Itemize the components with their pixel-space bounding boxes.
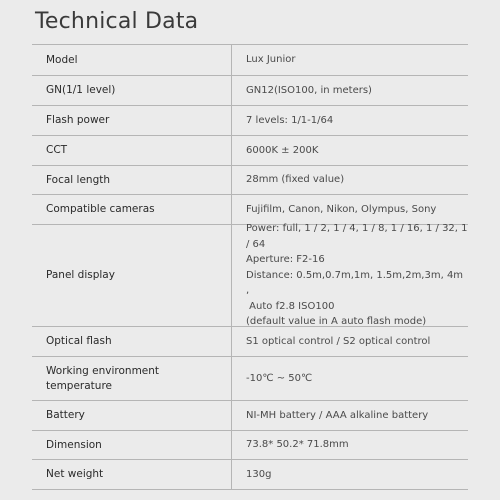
spec-value-line: Power: full, 1 / 2, 1 / 4, 1 / 8, 1 / 16, 1 / 32, 1 / 64 xyxy=(246,223,468,250)
page-title: Technical Data xyxy=(35,9,199,34)
spec-value xyxy=(232,76,468,105)
spec-value-line: Auto f2.8 ISO100 xyxy=(246,300,335,312)
spec-value-line: 130g xyxy=(246,468,272,480)
spec-value-line: 7 levels: 1/1-1/64 xyxy=(246,114,334,126)
spec-value xyxy=(232,195,468,224)
spec-label: Optical flash xyxy=(32,327,232,356)
spec-row-gn xyxy=(32,76,468,106)
spec-label: Focal length xyxy=(32,166,232,194)
spec-row-battery xyxy=(32,401,468,431)
spec-value-line: Aperture: F2-16 xyxy=(246,254,325,266)
spec-label: CCT xyxy=(32,136,232,165)
spec-value-line: Lux Junior xyxy=(246,54,296,66)
spec-value-line: 28mm (fixed value) xyxy=(246,174,345,186)
spec-row-optical-flash xyxy=(32,327,468,357)
spec-value xyxy=(232,327,468,356)
spec-row-panel-display xyxy=(32,225,468,327)
spec-value-line: GN12(ISO100, in meters) xyxy=(246,84,372,96)
spec-row-working-environment xyxy=(32,357,468,401)
spec-label: Dimension xyxy=(32,431,232,459)
spec-value-line: (default value in A auto flash mode) xyxy=(246,316,427,328)
spec-row-cct xyxy=(32,136,468,166)
spec-value-line: Distance: 0.5m,0.7m,1m, 1.5m,2m,3m, 4m , xyxy=(246,269,464,297)
spec-value-line: Fujifilm, Canon, Nikon, Olympus, Sony xyxy=(246,203,437,215)
spec-row-dimension xyxy=(32,431,468,460)
spec-value-line: S1 optical control / S2 optical control xyxy=(246,335,431,347)
spec-value xyxy=(232,460,468,489)
spec-row-focal-length xyxy=(32,166,468,195)
spec-label: Panel display xyxy=(32,225,232,326)
spec-value xyxy=(232,166,468,194)
spec-row-flash-power xyxy=(32,106,468,136)
spec-value-line: 73.8* 50.2* 71.8mm xyxy=(246,439,349,451)
spec-value xyxy=(232,225,468,326)
spec-label: Working environment temperature xyxy=(32,357,232,400)
spec-value-line: -10℃ ~ 50℃ xyxy=(246,372,313,384)
spec-label: Net weight xyxy=(32,460,232,489)
spec-row-model xyxy=(32,45,468,76)
spec-label: Flash power xyxy=(32,106,232,135)
spec-row-net-weight xyxy=(32,460,468,490)
spec-value xyxy=(232,357,468,400)
spec-value xyxy=(232,106,468,135)
spec-value xyxy=(232,45,468,75)
spec-label: Battery xyxy=(32,401,232,430)
spec-value xyxy=(232,136,468,165)
spec-value xyxy=(232,431,468,459)
spec-label: GN(1/1 level) xyxy=(32,76,232,105)
spec-label: Model xyxy=(32,45,232,75)
spec-value-line: NI-MH battery / AAA alkaline battery xyxy=(246,409,429,421)
spec-value xyxy=(232,401,468,430)
spec-table xyxy=(32,44,468,490)
spec-label: Compatible cameras xyxy=(32,195,232,224)
spec-value-line: 6000K ± 200K xyxy=(246,144,319,156)
